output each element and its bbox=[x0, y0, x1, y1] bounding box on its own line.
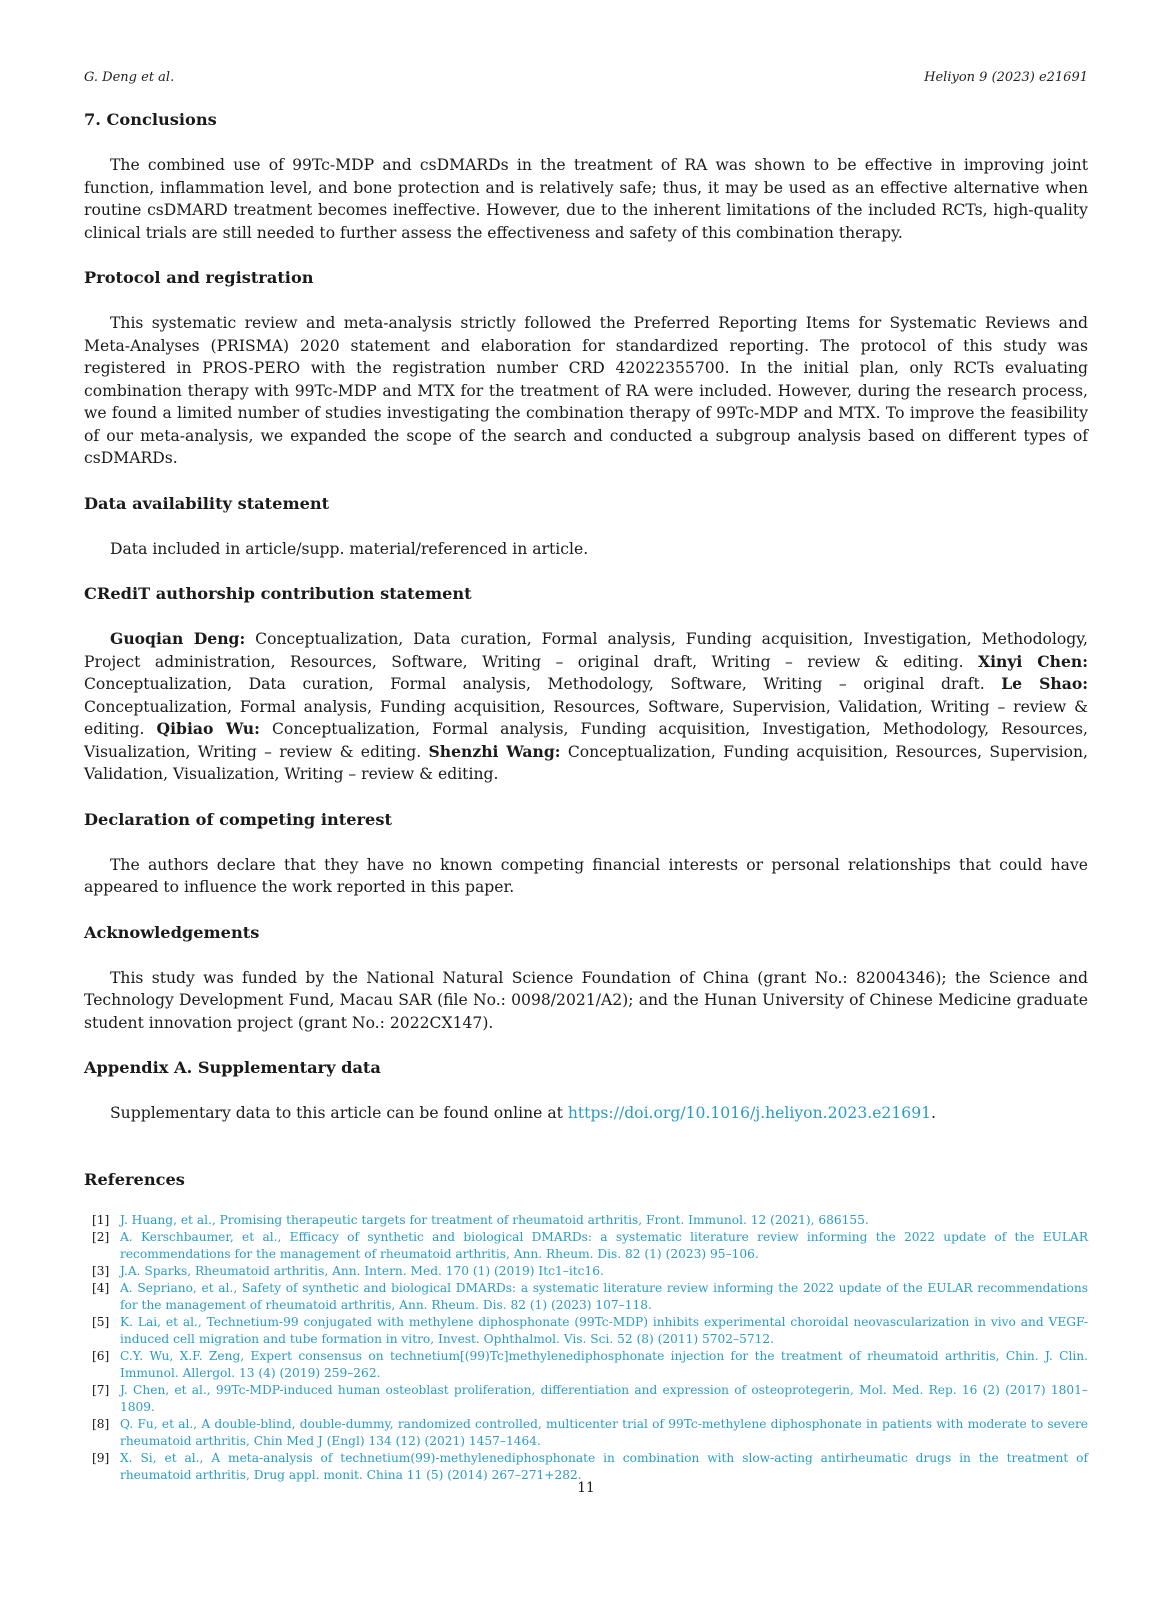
paragraph: This systematic review and meta-analysis strictly followed the Preferred Reporting Items for Systematic Reviews and Meta-Analyses (PRISMA) 2020 statement and elaboration for standardized reporting. The protocol of this study was registered in PROS-PERO with the registration number CRD 42022355700. In the initial plan, only RCTs evaluating combination therapy with 99Tc-MDP and MTX for the treatment of RA were included. However, during the research process, we found a limited number of studies investigating the combination therapy of 99Tc-MDP and MTX. To improve the feasibility of our meta-analysis, we expanded the scope of the search and conducted a subgroup analysis based on different types of csDMARDs. bbox=[84, 314, 1088, 467]
section-title: CRediT authorship contribution statement bbox=[84, 584, 472, 603]
reference-link[interactable]: X. Si, et al., A meta-analysis of technetium(99)-methylenediphosphonate in combination with slow-acting antirheumatic drugs in the treatment of rheumatoid arthritis, Drug appl. monit. China 11 (5) (2014) 267–271+282. bbox=[120, 1451, 1088, 1482]
reference-number: [2] bbox=[92, 1230, 110, 1244]
paragraph: This study was funded by the National Natural Science Foundation of China (grant No.: 82004346); the Science and Technology Development Fund, Macau SAR (file No.: 0098/2021/A2); and the Hunan University of Chinese Medicine graduate student innovation project (grant No.: 2022CX147). bbox=[84, 968, 1088, 1032]
reference-item bbox=[84, 1416, 1088, 1450]
page-number: 11 bbox=[577, 1480, 595, 1496]
reference-item bbox=[84, 1314, 1088, 1348]
paragraph: The authors declare that they have no known competing financial interests or personal relationships that could have appeared to influence the work reported in this paper. bbox=[84, 855, 1088, 896]
reference-item bbox=[84, 1382, 1088, 1416]
running-header-journal: Heliyon 9 (2023) e21691 bbox=[924, 70, 1088, 85]
paper-page bbox=[84, 0, 1088, 1600]
paragraph: The combined use of 99Tc-MDP and csDMARDs in the treatment of RA was shown to be effective in improving joint function, inflammation level, and bone protection and is relatively safe; thus, it may be used as an effective alternative when routine csDMARD treatment becomes ineffective. However, due to the inherent limitations of the included RCTs, high-quality clinical trials are still needed to further assess the effectiveness and safety of this combination therapy. bbox=[84, 156, 1088, 242]
author-roles: Conceptualization, Data curation, Formal analysis, Methodology, Software, Writing – original draft. bbox=[84, 675, 1002, 693]
reference-link[interactable]: K. Lai, et al., Technetium-99 conjugated with methylene diphosphonate (99Tc-MDP) inhibits experimental choroidal neovascularization in vivo and VEGF-induced cell migration and tube formation in vitro, Invest. Ophthalmol. Vis. Sci. 52 (8) (2011) 5702–5712. bbox=[120, 1315, 1088, 1346]
supplementary-doi-link[interactable]: https://doi.org/10.1016/j.heliyon.2023.e21691 bbox=[567, 1104, 932, 1122]
reference-item bbox=[84, 1450, 1088, 1484]
reference-item bbox=[84, 1263, 1088, 1280]
credit-paragraph bbox=[84, 628, 1088, 786]
reference-link[interactable]: J. Chen, et al., 99Tc-MDP-induced human osteoblast proliferation, differentiation and expression of osteoprotegerin, Mol. Med. Rep. 16 (2) (2017) 1801–1809. bbox=[120, 1383, 1088, 1414]
author-name: Shenzhi Wang: bbox=[428, 741, 561, 761]
reference-number: [8] bbox=[92, 1417, 110, 1431]
main-content bbox=[84, 108, 1088, 1147]
reference-item bbox=[84, 1348, 1088, 1382]
author-roles: Conceptualization, Data curation, Formal analysis, Funding acquisition, Investigation, Methodology, Project administration, Resources, Software, Writing – original draft, Writing – review & editing. bbox=[84, 630, 1088, 671]
section-protocol bbox=[84, 266, 1088, 470]
section-competing-interest bbox=[84, 808, 1088, 899]
section-title: Appendix A. Supplementary data bbox=[84, 1058, 381, 1077]
reference-number: [4] bbox=[92, 1281, 110, 1295]
references-section bbox=[84, 1168, 1088, 1484]
reference-link[interactable]: C.Y. Wu, X.F. Zeng, Expert consensus on technetium[(99)Tc]methylenediphosphonate injection for the treatment of rheumatoid arthritis, Chin. J. Clin. Immunol. Allergol. 13 (4) (2019) 259–262. bbox=[120, 1349, 1088, 1380]
reference-link[interactable]: J. Huang, et al., Promising therapeutic targets for treatment of rheumatoid arthritis, Front. Immunol. 12 (2021), 686155. bbox=[120, 1213, 869, 1227]
reference-number: [6] bbox=[92, 1349, 110, 1363]
reference-item bbox=[84, 1280, 1088, 1314]
section-title: Protocol and registration bbox=[84, 268, 314, 287]
reference-list bbox=[84, 1212, 1088, 1484]
author-name: Guoqian Deng: bbox=[110, 629, 246, 648]
section-title: 7. Conclusions bbox=[84, 110, 217, 129]
reference-number: [1] bbox=[92, 1213, 110, 1227]
section-title: Acknowledgements bbox=[84, 922, 260, 942]
section-title: Declaration of competing interest bbox=[84, 809, 392, 829]
reference-item bbox=[84, 1229, 1088, 1263]
paragraph bbox=[84, 1102, 1088, 1125]
section-credit bbox=[84, 582, 1088, 786]
reference-link[interactable]: A. Sepriano, et al., Safety of synthetic and biological DMARDs: a systematic literature review informing the 2022 update of the EULAR recommendations for the management of rheumatoid arthritis, Ann. Rheum. Dis. 82 (1) (2023) 107–118. bbox=[120, 1281, 1088, 1312]
author-name: Qibiao Wu: bbox=[156, 719, 260, 738]
reference-item bbox=[84, 1212, 1088, 1229]
reference-number: [3] bbox=[92, 1264, 110, 1278]
reference-number: [5] bbox=[92, 1315, 110, 1329]
reference-number: [7] bbox=[92, 1383, 110, 1397]
reference-link[interactable]: Q. Fu, et al., A double-blind, double-dummy, randomized controlled, multicenter trial of 99Tc-methylene diphosphonate in patients with moderate to severe rheumatoid arthritis, Chin Med J (Engl) 134 (12) (2021) 1457–1464. bbox=[120, 1417, 1088, 1448]
author-roles: Conceptualization, Formal analysis, Funding acquisition, Resources, Software, Supervision, Validation, Writing – review & editing. bbox=[84, 697, 1088, 738]
author-name: Xinyi Chen: bbox=[977, 651, 1088, 671]
reference-number: [9] bbox=[92, 1451, 110, 1465]
running-header-authors: G. Deng et al. bbox=[84, 70, 175, 85]
section-data-availability bbox=[84, 492, 1088, 561]
section-conclusions bbox=[84, 108, 1088, 244]
author-roles: Conceptualization, Funding acquisition, Resources, Supervision, Validation, Visualization, Writing – review & editing. bbox=[84, 742, 1088, 783]
appendix-text-end: . bbox=[931, 1104, 937, 1122]
reference-link[interactable]: J.A. Sparks, Rheumatoid arthritis, Ann. Intern. Med. 170 (1) (2019) Itc1–itc16. bbox=[120, 1264, 604, 1278]
reference-link[interactable]: A. Kerschbaumer, et al., Efficacy of synthetic and biological DMARDs: a systematic literature review informing the 2022 update of the EULAR recommendations for the management of rheumatoid arthritis, Ann. Rheum. Dis. 82 (1) (2023) 95–106. bbox=[120, 1230, 1088, 1261]
author-name: Le Shao: bbox=[1001, 674, 1088, 693]
appendix-text: Supplementary data to this article can be found online at bbox=[110, 1104, 568, 1122]
section-acknowledgements bbox=[84, 921, 1088, 1035]
section-title: Data availability statement bbox=[84, 493, 330, 513]
references-title: References bbox=[84, 1170, 185, 1189]
author-roles: Conceptualization, Formal analysis, Funding acquisition, Investigation, Methodology, Resources, Visualization, Writing – review & editing. bbox=[84, 720, 1089, 761]
paragraph: Data included in article/supp. material/referenced in article. bbox=[110, 539, 589, 558]
section-appendix bbox=[84, 1056, 1088, 1125]
